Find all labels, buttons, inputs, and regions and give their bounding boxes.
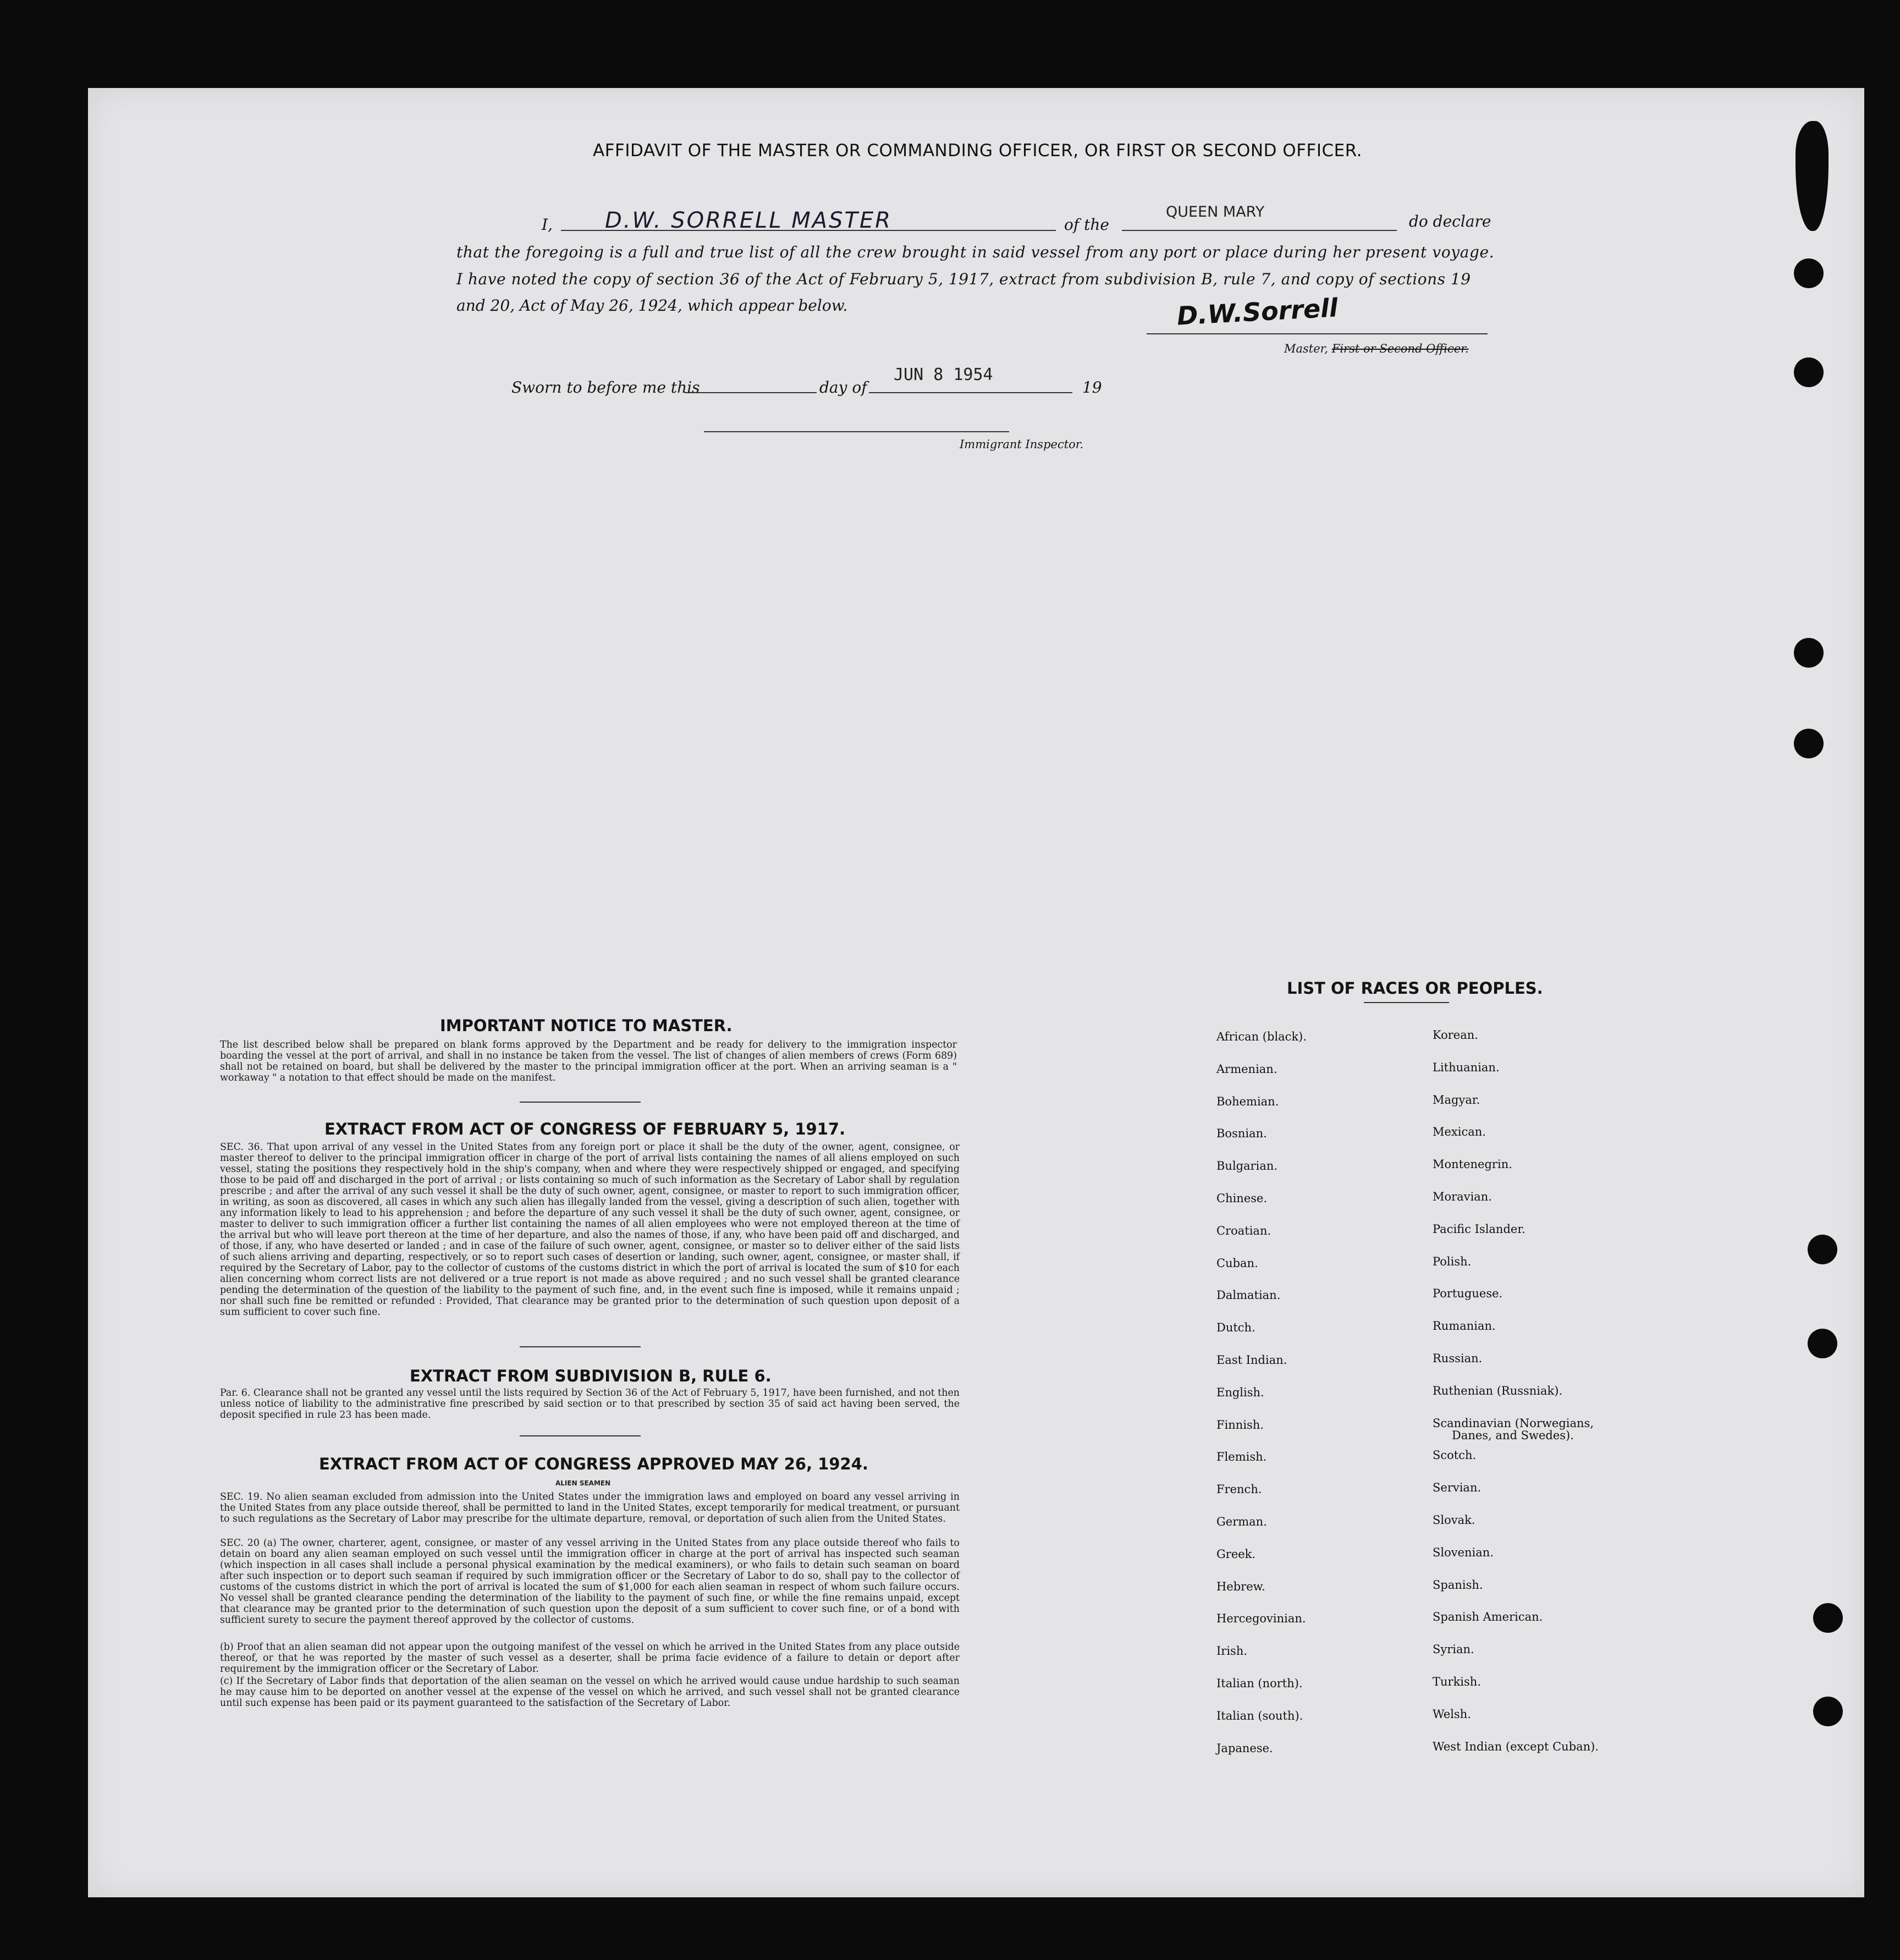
race-item: West Indian (except Cuban). [1433, 1739, 1599, 1753]
sworn-day-of: day of [819, 378, 867, 397]
race-item: Pacific Islander. [1433, 1222, 1525, 1236]
race-item: Italian (north). [1216, 1677, 1303, 1690]
race-item: Magyar. [1433, 1093, 1480, 1106]
sworn-year-prefix: 19 [1082, 378, 1102, 397]
affidavit-line4: and 20, Act of May 26, 1924, which appear below. [456, 296, 848, 315]
affidavit-do-declare: do declare [1409, 212, 1491, 230]
race-item: Russian. [1433, 1352, 1483, 1365]
signature-line [1147, 333, 1488, 334]
race-item: Scotch. [1433, 1449, 1477, 1462]
race-item: Scandinavian (Norwegians, [1433, 1416, 1594, 1430]
punch-hole [1813, 1697, 1843, 1726]
race-item: Korean. [1433, 1028, 1478, 1042]
extract-1917-body: SEC. 36. That upon arrival of any vessel in the United States from any foreign port or place it shall be the duty of the owner, agent, consignee, or master thereof to deliver to the principal immigration officer in charge of the port of arrival lists containing the names of all aliens employed on such vessel, stating the positions they respectively hold in the ship's company, when and where they were respectively shipped or engaged, and specifying those to be paid off and discharged in the port of arrival ; or lists containing so much of such information as the Secretary of Labor shall by regulation prescribe ; and after the arrival of any such vessel it shall be the duty of such owner, agent, consignee, or master to report to such immigration officer, in writing, as soon as discovered, all cases in which any such alien has illegally landed from the vessel, giving a description of such alien, together with any information likely to lead to his apprehension ; and before the departure of any such vessel it shall be the duty of such owner, agent, consignee, or master to deliver to such immigration officer a further list containing the names of all alien employees who were not employed thereon at the time of the arrival but who will leave port thereon at the time of her departure, and also the names of those, if any, who have been paid off and discharged, and of those, if any, who have deserted or landed ; and in case of the failure of such owner, agent, consignee, or master so to deliver either of the said lists of such aliens arriving and departing, respectively, or so to report such cases of desertion or landing, such owner, agent, consignee, or master shall, if required by the Secretary of Labor, pay to the collector of customs of the customs district in which the port of arrival is located the sum of $10 for each alien concerning whom correct lists are not delivered or a true report is not made as above required ; and no such vessel shall be granted clearance pending the determination of the question of the liability to the payment of such fine, and, in the event such fine is imposed, while it remains unpaid ; nor shall such fine be remitted or refunded : Provided, That clearance may be granted prior to the determination of such question upon deposit of a sum sufficient to cover such fine. [220, 1142, 960, 1318]
race-item: Portuguese. [1433, 1287, 1503, 1301]
divider [520, 1346, 641, 1347]
sworn-day-line [685, 392, 817, 393]
divider [1364, 1002, 1449, 1003]
notice-title: IMPORTANT NOTICE TO MASTER. [440, 1016, 733, 1035]
notice-body: The list described below shall be prepared on blank forms approved by the Department and be ready for delivery to the immigration inspector boarding the vessel at the port of arrival, and shall in no instance be taken from the vessel. The list of changes of alien members of crews (Form 689) shall not be retained on board, but shall be delivered by the master to the principal immigration officer at the port. When an arriving seaman is a " workaway " a notation to that effect should be made on the manifest. [220, 1039, 957, 1083]
race-item: Turkish. [1433, 1675, 1481, 1688]
vessel-name-line [1122, 230, 1397, 231]
divider [520, 1102, 641, 1103]
punch-hole [1794, 258, 1824, 288]
race-item: Italian (south). [1216, 1709, 1303, 1722]
date-stamp: JUN 8 1954 [894, 365, 993, 384]
divider [520, 1435, 641, 1436]
affidavit-line1-prefix: I, [542, 216, 553, 234]
race-item: Moravian. [1433, 1190, 1493, 1203]
race-item: Dalmatian. [1216, 1289, 1281, 1302]
race-item: Armenian. [1216, 1062, 1277, 1076]
rule6-title: EXTRACT FROM SUBDIVISION B, RULE 6. [410, 1367, 772, 1385]
sec20b-text: (b) Proof that an alien seaman did not appear upon the outgoing manifest of the vessel on which he arrived in the United States from any place outside thereof, or that he was reported by the master of such vessel as a deserter, shall be prima facie evidence of a failure to detain or deport after requirement by the immigration officer or the Secretary of Labor. [220, 1642, 960, 1675]
race-item: Flemish. [1216, 1450, 1267, 1464]
sworn-month-line [869, 392, 1072, 393]
race-item: Hercegovinian. [1216, 1612, 1306, 1626]
punch-hole [1794, 638, 1824, 668]
race-item: French. [1216, 1483, 1262, 1496]
punch-hole [1813, 1603, 1843, 1633]
race-item: Finnish. [1216, 1418, 1264, 1432]
race-item: Rumanian. [1433, 1319, 1496, 1333]
signature-caption-struck: First or Second Officer. [1331, 342, 1469, 355]
race-item: Lithuanian. [1433, 1060, 1500, 1074]
sec20a-text: SEC. 20 (a) The owner, charterer, agent, consignee, or master of any vessel arriving in the United States from any place outside thereof who fails to detain on board any alien seaman employed on such vessel until the immigration officer in charge at the port of arrival has inspected such seaman (which inspection in all cases shall include a personal physical examination by the medical examiners), or who fails to detain such seaman on board after such inspection or to deport such seaman if required by such immigration officer or the Secretary of Labor to do so, shall pay to the collector of customs of the customs district in which the port of arrival is located the sum of $1,000 for each alien seaman in respect of whom such failure occurs. No vessel shall be granted clearance pending the determination of the liability to the payment of such fine, or while the fine remains unpaid, except that clearance may be granted prior to the determination of such question upon the deposit of a sum sufficient to cover such fine, or of a bond with sufficient surety to secure the payment thereof approved by the collector of customs. [220, 1538, 960, 1626]
race-item-scandinavian-cont: Danes, and Swedes). [1452, 1429, 1574, 1442]
extract-1924-title: EXTRACT FROM ACT OF CONGRESS APPROVED MAY 26, 1924. [319, 1455, 868, 1473]
race-item: Slovenian. [1433, 1545, 1494, 1559]
extract-1917-title: EXTRACT FROM ACT OF CONGRESS OF FEBRUARY 5, 1917. [324, 1120, 846, 1138]
affidavit-title: AFFIDAVIT OF THE MASTER OR COMMANDING OFFICER, OR FIRST OR SECOND OFFICER. [593, 141, 1363, 161]
race-item: Greek. [1216, 1547, 1256, 1561]
race-item: Ruthenian (Russniak). [1433, 1384, 1563, 1397]
punch-hole [1808, 1235, 1837, 1264]
alien-seamen-subtitle: ALIEN SEAMEN [555, 1479, 611, 1487]
race-item: Hebrew. [1216, 1579, 1265, 1593]
inspector-signature-line [704, 431, 1009, 432]
race-item: Bohemian. [1216, 1094, 1279, 1108]
affidavit-line2: that the foregoing is a full and true list of all the crew brought in said vessel from any port or place during her present voyage. [456, 243, 1495, 261]
race-item: German. [1216, 1515, 1267, 1528]
rule6-body: Par. 6. Clearance shall not be granted any vessel until the lists required by Section 36 of the Act of February 5, 1917, have been furnished, and not then unless notice of liability to the administrative fine prescribed by said section or to that prescribed by section 35 of said act having been served, the deposit specified in rule 23 has been made. [220, 1388, 960, 1421]
race-item: Japanese. [1216, 1741, 1273, 1755]
sec19-text: SEC. 19. No alien seaman excluded from admission into the United States under the immigration laws and employed on board any vessel arriving in the United States from any place outside thereof, shall be permitted to land in the United States, except temporarily for medical treatment, or pursuant to such regulations as the Secretary of Labor may prescribe for the ultimate departure, removal, or deportation of such alien from the United States. [220, 1491, 960, 1524]
races-title: LIST OF RACES OR PEOPLES. [1287, 979, 1543, 998]
document-sheet [88, 88, 1864, 1897]
race-item: Syrian. [1433, 1643, 1474, 1656]
punch-hole [1794, 729, 1824, 758]
signature-caption [1284, 342, 1469, 355]
punch-hole [1808, 1329, 1837, 1358]
race-item: Cuban. [1216, 1256, 1258, 1270]
race-item: Servian. [1433, 1481, 1482, 1495]
race-item: Montenegrin. [1433, 1158, 1512, 1171]
race-item: Spanish. [1433, 1578, 1483, 1592]
vessel-name: QUEEN MARY [1166, 203, 1265, 221]
race-item: Polish. [1433, 1254, 1472, 1268]
race-item: English. [1216, 1385, 1264, 1399]
officer-name: D.W. SORRELL MASTER [605, 208, 893, 233]
race-item: Bosnian. [1216, 1127, 1267, 1141]
punch-hole [1794, 357, 1824, 387]
affidavit-line3: I have noted the copy of section 36 of the Act of February 5, 1917, extract from subdivision B, rule 7, and copy of sections 19 [456, 270, 1471, 288]
race-item: Bulgarian. [1216, 1159, 1278, 1173]
sec20c-text: (c) If the Secretary of Labor finds that deportation of the alien seaman on the vessel on which he arrived would cause undue hardship to such seaman he may cause him to be deported on another vessel at the expense of the vessel on which he arrived, and such vessel shall not be granted clearance until such expense has been paid or its payment guaranteed to the satisfaction of the Secretary of Labor. [220, 1676, 960, 1709]
master-signature: D.W.Sorrell [1176, 293, 1339, 331]
affidavit-of-the: of the [1064, 216, 1109, 234]
race-item: Croatian. [1216, 1224, 1271, 1237]
race-item: Dutch. [1216, 1321, 1255, 1335]
race-item: Mexican. [1433, 1125, 1486, 1139]
race-item: Spanish American. [1433, 1610, 1543, 1624]
signature-caption-prefix: Master, [1284, 342, 1332, 355]
inspector-caption: Immigrant Inspector. [960, 438, 1084, 451]
race-item: Welsh. [1433, 1707, 1471, 1721]
sworn-prefix: Sworn to before me this [511, 378, 700, 397]
race-item: African (black). [1216, 1030, 1307, 1043]
race-item: East Indian. [1216, 1353, 1287, 1367]
race-item: Irish. [1216, 1644, 1248, 1658]
race-item: Slovak. [1433, 1513, 1475, 1527]
race-item: Chinese. [1216, 1192, 1268, 1205]
